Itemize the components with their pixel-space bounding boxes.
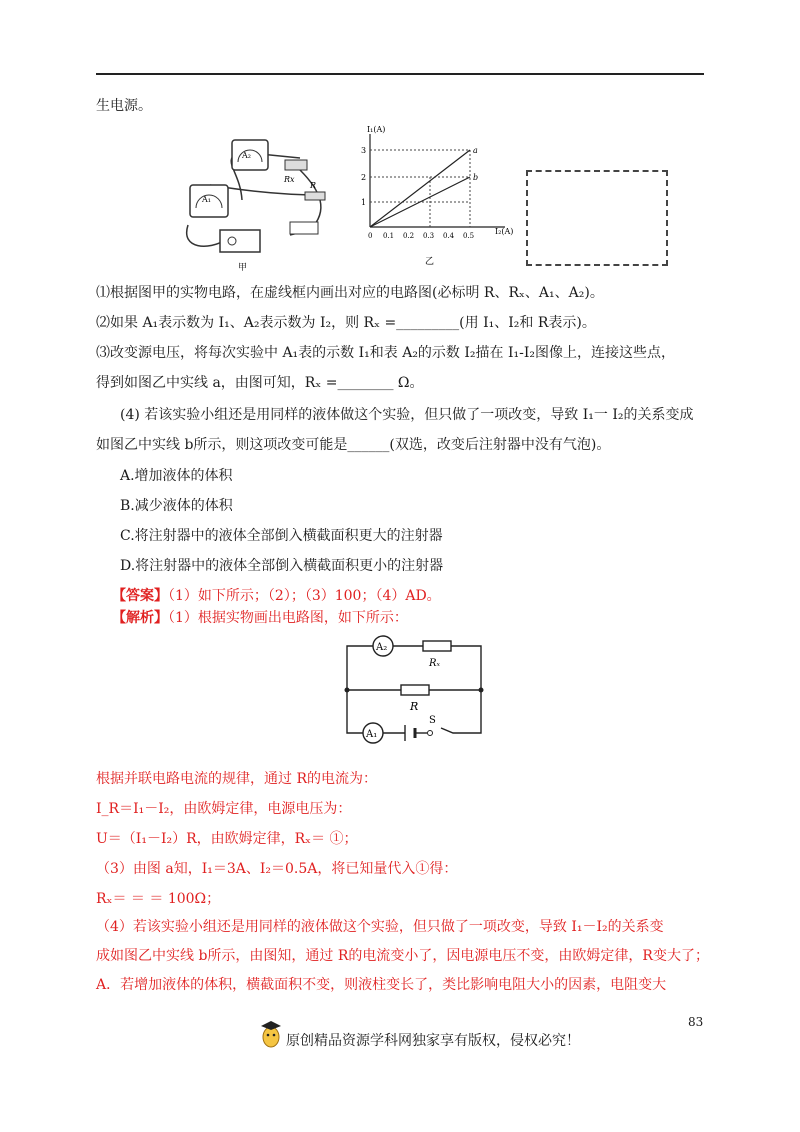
xtick-0.1: 0.1 bbox=[383, 232, 395, 240]
resistor-r-symbol bbox=[401, 685, 429, 695]
switch-pivot bbox=[428, 731, 433, 736]
circuit-diagram bbox=[335, 628, 495, 753]
solution-3: U＝（I₁－I₂）R，由欧姆定律，Rₓ＝ ①； bbox=[96, 831, 358, 847]
analysis-text: （1）根据实物画出电路图，如下所示： bbox=[168, 610, 408, 626]
footer-copyright: 原创精品资源学科网独家享有版权，侵权必究！ bbox=[286, 1033, 580, 1049]
label-a2: A₂ bbox=[242, 151, 251, 160]
label-a1: A₁ bbox=[202, 195, 211, 204]
answer-box-dashed bbox=[526, 170, 668, 266]
question-3-line2: 得到如图乙中实线 a，由图可知，Rₓ =________ Ω。 bbox=[96, 375, 424, 391]
line-a-label: a bbox=[473, 146, 478, 155]
question-4-line2: 如图乙中实线 b所示，则这项改变可能是______(双选，改变后注射器中没有气泡)。 bbox=[96, 437, 611, 453]
answer-text: （1）如下所示；（2）；（3）100；（4）AD。 bbox=[168, 588, 441, 604]
label-r: R bbox=[310, 181, 317, 190]
page-number: 83 bbox=[688, 1015, 704, 1029]
question-3-line1: ⑶改变源电压，将每次实验中 A₁表的示数 I₁和表 A₂的示数 I₂描在 I₁-I₂图像上，连接这些点， bbox=[96, 345, 675, 361]
junction-right bbox=[479, 688, 484, 693]
junction-left bbox=[345, 688, 350, 693]
switch bbox=[290, 222, 318, 234]
circuit-a1-label: A₁ bbox=[366, 729, 378, 740]
option-d: D.将注射器中的液体全部倒入横截面积更小的注射器 bbox=[120, 558, 444, 574]
solution-6: （4）若该实验小组还是用同样的液体做这个实验，但只做了一项改变，导致 I₁－I₂的关系变 bbox=[96, 919, 664, 935]
xtick-0.2: 0.2 bbox=[403, 232, 415, 240]
figure-graph bbox=[355, 122, 520, 272]
solution-7: 成如图乙中实线 b所示，由图知，通过 R的电流变小了，因电源电压不变，由欧姆定律，R变大了； bbox=[96, 948, 709, 964]
solution-1: 根据并联电路电流的规律，通过 R的电流为： bbox=[96, 771, 377, 787]
line-b-label: b bbox=[473, 173, 479, 182]
analysis-line bbox=[112, 608, 408, 628]
mascot-logo-icon bbox=[258, 1018, 284, 1048]
circuit-rx-label: Rₓ bbox=[429, 658, 441, 669]
figure-apparatus bbox=[180, 130, 345, 272]
y-axis-label: I₁(A) bbox=[367, 125, 386, 134]
solution-5: Rₓ＝ ＝ ＝ 100Ω； bbox=[96, 891, 221, 907]
xtick-0.5: 0.5 bbox=[463, 232, 475, 240]
option-a: A.增加液体的体积 bbox=[120, 468, 233, 484]
ytick-2: 2 bbox=[361, 173, 367, 182]
option-b: B.减少液体的体积 bbox=[120, 498, 233, 514]
circuit-r-label: R bbox=[410, 700, 419, 713]
fig-caption-jia: 甲 bbox=[238, 263, 248, 272]
question-1: ⑴根据图甲的实物电路，在虚线框内画出对应的电路图(必标明 R、Rₓ、A₁、A₂)。 bbox=[96, 285, 604, 301]
answer-line bbox=[112, 586, 441, 606]
analysis-tag: 【解析】 bbox=[112, 610, 168, 626]
circuit-a2-label: A₂ bbox=[376, 642, 388, 653]
xtick-0.4: 0.4 bbox=[443, 232, 455, 240]
intro-text: 生电源。 bbox=[96, 98, 152, 114]
label-rx: Rx bbox=[284, 175, 295, 184]
resistor-rx-symbol bbox=[423, 641, 451, 651]
header-rule bbox=[96, 73, 704, 75]
x-axis-label: I₂(A) bbox=[495, 227, 514, 236]
option-c: C.将注射器中的液体全部倒入横截面积更大的注射器 bbox=[120, 528, 443, 544]
power-supply bbox=[220, 230, 260, 252]
question-2: ⑵如果 A₁表示数为 I₁、A₂表示数为 I₂，则 Rₓ =_________(用 I₁、I₂和 R表示)。 bbox=[96, 315, 596, 331]
xtick-0: 0 bbox=[368, 232, 373, 240]
resistor-rx bbox=[285, 160, 307, 170]
ytick-1: 1 bbox=[361, 198, 367, 207]
resistor-r bbox=[305, 192, 325, 200]
answer-tag: 【答案】 bbox=[112, 588, 168, 604]
solution-8: A．若增加液体的体积，横截面积不变，则液柱变长了，类比影响电阻大小的因素，电阻变大 bbox=[96, 977, 667, 993]
question-4-line1: (4) 若该实验小组还是用同样的液体做这个实验，但只做了一项改变，导致 I₁一 I₂的关系变成 bbox=[120, 407, 694, 423]
fig-caption-yi: 乙 bbox=[425, 257, 435, 267]
ytick-3: 3 bbox=[361, 146, 367, 155]
line-a bbox=[370, 150, 470, 227]
xtick-0.3: 0.3 bbox=[423, 232, 435, 240]
circuit-s-label: S bbox=[429, 715, 436, 726]
solution-2: I_R＝I₁－I₂，由欧姆定律，电源电压为： bbox=[96, 801, 352, 817]
solution-4: （3）由图 a知，I₁＝3A、I₂＝0.5A，将已知量代入①得： bbox=[96, 861, 458, 877]
